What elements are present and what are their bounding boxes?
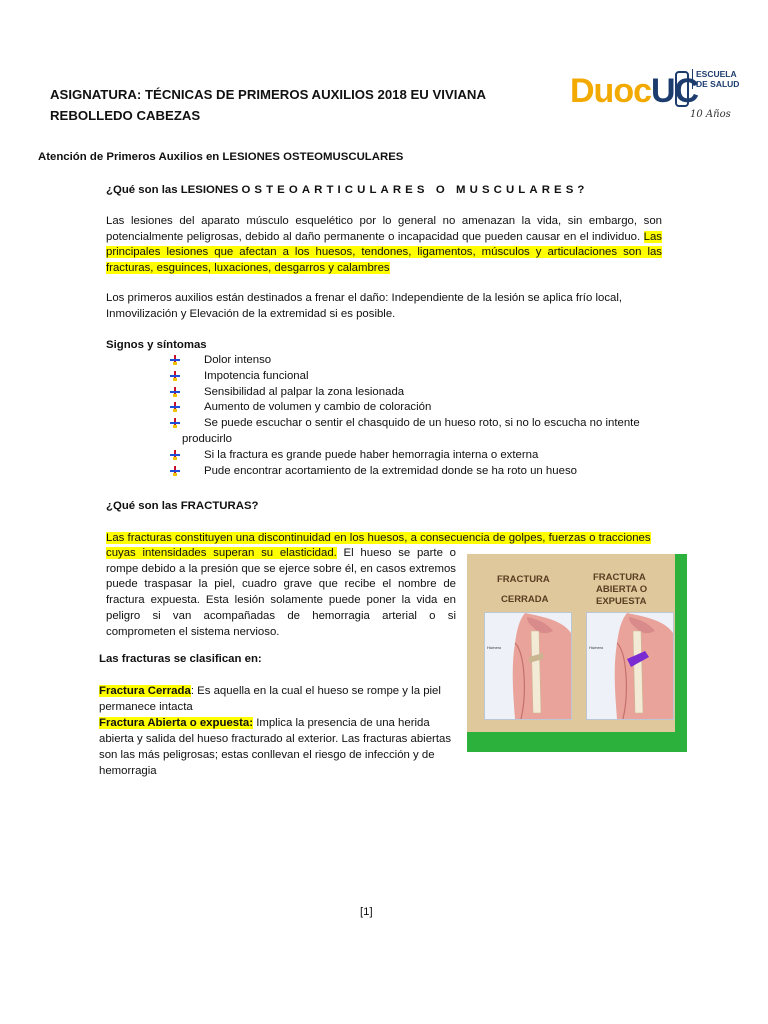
open-fracture-image bbox=[586, 612, 674, 720]
fracturas-text: El hueso se parte o rompe debido a la presión que se ejerce sobre él, en casos extremos puede traspasar la piel, cuadro grave que recibe el nombre de fractura expuesta. Esta lesión solamente puede poner la vida en peligro si van acompañadas de hemorragia arterial o si comprometen el sistema nervioso. bbox=[106, 547, 456, 638]
figure-accent-side bbox=[675, 554, 687, 752]
figure-label-expuesta bbox=[593, 572, 647, 608]
document-title-line-2: REBOLLEDO CABEZAS bbox=[50, 108, 201, 123]
paragraph-fracturas-highlight bbox=[106, 531, 662, 547]
figure-label-cerrada-line-2: CERRADA bbox=[501, 594, 549, 605]
bullet-arrow-icon bbox=[170, 355, 180, 365]
paragraph-primeros-auxilios: Los primeros auxilios están destinados a frenar el daño: Independiente de la lesión se aplica frío local, Inmovilización y Elevación de la extremidad si es posible. bbox=[106, 292, 623, 320]
question-fracturas: ¿Qué son las FRACTURAS? bbox=[106, 500, 259, 512]
list-item-text: Sensibilidad al palpar la zona lesionada bbox=[204, 385, 405, 398]
figure-humero-label-1: Húmero bbox=[487, 645, 502, 650]
paragraph-fracturas bbox=[106, 546, 456, 640]
signos-list bbox=[170, 353, 670, 479]
bullet-arrow-icon bbox=[170, 450, 180, 460]
bullet-arrow-icon bbox=[170, 402, 180, 412]
paragraph-lesiones bbox=[106, 214, 662, 277]
logo-anniversary: 10 Años bbox=[690, 109, 731, 120]
list-item-continuation: producirlo bbox=[182, 432, 233, 445]
duoc-uc-logo bbox=[568, 67, 738, 125]
fracture-abierta-text: Implica la presencia de una herida abierta y salida del hueso fracturado al exterior. Las fracturas abiertas son las más peligrosas; estas conllevan el riesgo de infección y de hemorragia bbox=[99, 717, 452, 777]
bullet-arrow-icon bbox=[170, 418, 180, 428]
bullet-arrow-icon bbox=[170, 371, 180, 381]
fracturas-highlight-1: Las fracturas constituyen una discontinuidad en los huesos, a consecuencia de golpes, fuerzas o tracciones bbox=[106, 532, 651, 544]
fracture-cerrada-def bbox=[99, 683, 459, 715]
list-item bbox=[170, 416, 670, 448]
document-title bbox=[50, 84, 510, 126]
fracture-abierta-label: Fractura Abierta o expuesta: bbox=[99, 717, 254, 729]
fracture-illustration bbox=[467, 554, 687, 752]
list-item-text: Aumento de volumen y cambio de coloración bbox=[204, 401, 432, 414]
signos-title: Signos y síntomas bbox=[106, 339, 207, 351]
document-title-line-1: ASIGNATURA: TÉCNICAS DE PRIMEROS AUXILIOS 2018 EU VIVIANA bbox=[50, 87, 486, 102]
figure-accent-bar bbox=[467, 732, 687, 752]
clasificacion-title: Las fracturas se clasifican en: bbox=[99, 653, 262, 665]
list-item-text: Pude encontrar acortamiento de la extremidad donde se ha roto un hueso bbox=[204, 464, 577, 477]
arm-closed-icon bbox=[485, 613, 571, 719]
fracture-cerrada-label: Fractura Cerrada bbox=[99, 685, 191, 697]
figure-label-expuesta-line-2: ABIERTA O bbox=[596, 584, 648, 595]
fracturas-highlight-2: cuyas intensidades superan su elasticidad. bbox=[106, 547, 337, 559]
list-item-text: Dolor intenso bbox=[204, 354, 272, 366]
paragraph-lesiones-text: Las lesiones del aparato músculo esquelético por lo general no amenazan la vida, sin embargo, son potencialmente peligrosas, debido al daño permanente o incapacidad que pueden causar en el individuo. bbox=[106, 215, 662, 243]
page-number: [1] bbox=[360, 906, 373, 918]
list-item-text: Se puede escuchar o sentir el chasquido de un hueso roto, si no lo escucha no intente bbox=[204, 417, 640, 430]
list-item-text: Si la fractura es grande puede haber hemorragia interna o externa bbox=[204, 448, 539, 461]
fracture-types bbox=[99, 683, 459, 779]
logo-seal-icon bbox=[675, 71, 689, 107]
list-item bbox=[170, 385, 670, 401]
question-lesiones-spaced: OSTEOARTICULARES O MUSCULARES? bbox=[241, 184, 589, 196]
question-lesiones-prefix: ¿Qué son las LESIONES bbox=[106, 184, 242, 196]
logo-school bbox=[692, 69, 740, 89]
section-heading: Atención de Primeros Auxilios en LESIONES OSTEOMUSCULARES bbox=[38, 151, 404, 163]
list-item bbox=[170, 353, 670, 369]
logo-uc-text: UC bbox=[651, 72, 699, 110]
list-item bbox=[170, 369, 670, 385]
fracture-cerrada-text: : Es aquella en la cual el hueso se rompe y la piel permanece intacta bbox=[99, 685, 441, 713]
list-item bbox=[170, 400, 670, 416]
logo-school-line-1: ESCUELA bbox=[696, 69, 737, 79]
logo-duoc-text: Duoc bbox=[570, 72, 651, 110]
list-item bbox=[170, 464, 670, 480]
paragraph-lesiones-highlight: Las principales lesiones que afectan a los huesos, tendones, ligamentos, músculos y articulaciones son las fracturas, esguinces, luxaciones, desgarros y calambres bbox=[106, 230, 662, 275]
logo-school-line-2: DE SALUD bbox=[696, 79, 740, 89]
figure-label-expuesta-line-1: FRACTURA bbox=[593, 572, 646, 583]
bullet-arrow-icon bbox=[170, 466, 180, 476]
bullet-arrow-icon bbox=[170, 387, 180, 397]
list-item bbox=[170, 448, 670, 464]
arm-open-icon bbox=[587, 613, 673, 719]
figure-humero-label-2: Húmero bbox=[589, 645, 604, 650]
fracture-abierta-def bbox=[99, 715, 459, 779]
figure-label-cerrada-line-1: FRACTURA bbox=[497, 574, 550, 585]
figure-label-expuesta-line-3: EXPUESTA bbox=[596, 596, 647, 607]
closed-fracture-image bbox=[484, 612, 572, 720]
figure-label-cerrada bbox=[497, 574, 550, 606]
list-item-text: Impotencia funcional bbox=[204, 369, 309, 382]
question-lesiones bbox=[106, 184, 588, 196]
